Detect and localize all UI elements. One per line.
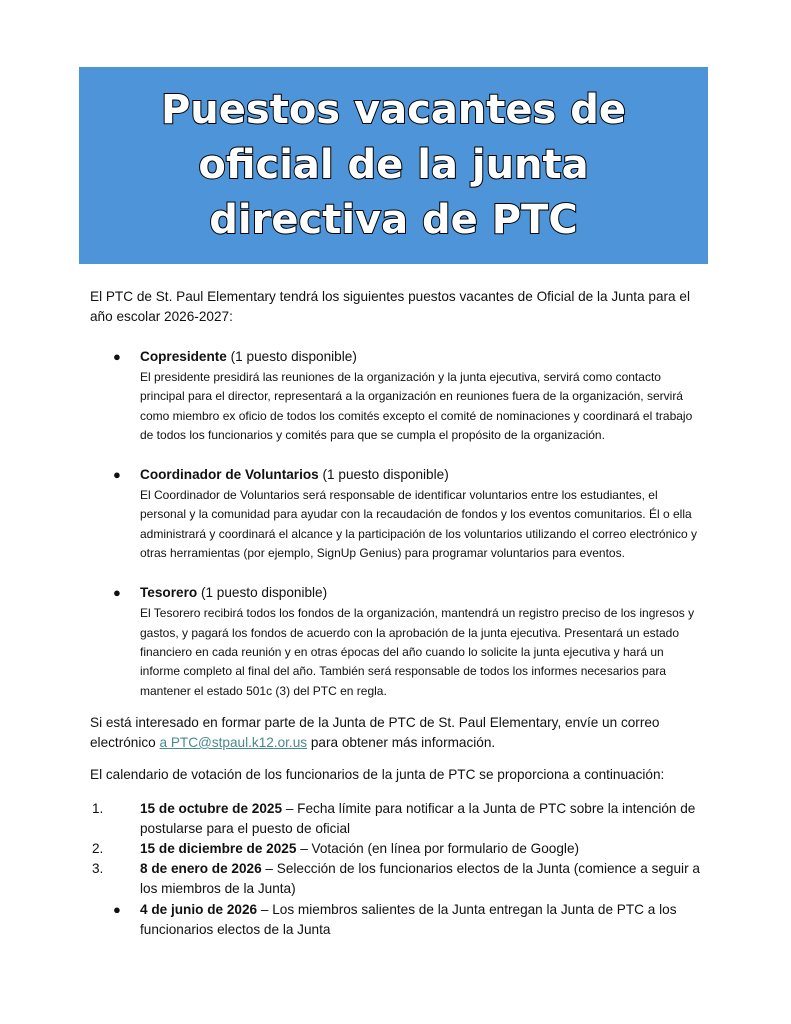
position-item-copresidente xyxy=(90,347,700,445)
calendar-item-number: 2. xyxy=(92,840,104,856)
email-link[interactable]: a PTC@stpaul.k12.or.us xyxy=(159,734,308,750)
calendar-item-text: – Selección de los funcionarios electos de la Junta (comience a seguir a los miembros de la Junta) xyxy=(140,860,700,896)
position-availability: (1 puesto disponible) xyxy=(197,585,328,601)
document-body xyxy=(90,287,700,940)
calendar-item-date: 15 de diciembre de 2025 xyxy=(140,840,297,856)
positions-list xyxy=(90,347,700,701)
calendar-sub-date: 4 de junio de 2026 xyxy=(140,901,258,917)
calendar-item-text: – Fecha límite para notificar a la Junta de PTC sobre la intención de postularse para el puesto de oficial xyxy=(140,800,696,836)
calendar-intro: El calendario de votación de los funcionarios de la junta de PTC se proporciona a continuación: xyxy=(90,766,665,782)
position-description: El presidente presidirá las reuniones de la organización y la junta ejecutiva, servirá como contacto principal para el director, representará a la organización en reuniones fuera de la organización, servirá como miembro ex oficio de todos los comités excepto el comité de nominaciones y coordinará el trabajo de todos los funcionarios y comités para que se cumpla el propósito de la organización. xyxy=(140,370,693,442)
position-item-coordinador xyxy=(90,465,700,563)
calendar-sub-text: – Los miembros salientes de la Junta entregan la Junta de PTC a los funcionarios electos de la Junta xyxy=(140,901,677,937)
contact-text-before: Si está interesado en formar parte de la Junta de PTC de St. Paul Elementary, envíe un correo electrónico xyxy=(90,714,660,750)
calendar-item-date: 8 de enero de 2026 xyxy=(140,860,262,876)
contact-text-after: para obtener más información. xyxy=(307,734,496,750)
position-description: El Coordinador de Voluntarios será responsable de identificar voluntarios entre los estudiantes, el personal y la comunidad para ayudar con la recaudación de fondos y los eventos comunitarios. Él o ella administrará y coordinará el alcance y la participación de los voluntarios utilizando el correo electrónico y otras herramientas (por ejemplo, SignUp Genius) para programar voluntarios para eventos. xyxy=(140,488,697,561)
voting-calendar-list xyxy=(90,799,700,940)
title-line-3: directiva de PTC xyxy=(209,197,578,243)
position-title: Tesorero xyxy=(140,585,198,601)
calendar-item xyxy=(90,859,700,899)
position-availability: (1 puesto disponible) xyxy=(318,467,449,483)
bullet-icon: ● xyxy=(113,901,121,917)
position-title: Copresidente xyxy=(140,349,227,364)
bullet-icon: ● xyxy=(113,467,121,483)
position-description: El Tesorero recibirá todos los fondos de la organización, mantendrá un registro preciso de los ingresos y gastos, y pagará los fondos de acuerdo con la aprobación de la junta ejecutiva. Presentará un estado financiero en cada reunión y en otras épocas del año cuando lo solicite la junta ejecutiva y hará un informe completo al final del año. También será responsable de todos los informes necesarios para mantener el estado 501c (3) del PTC en regla. xyxy=(140,606,695,698)
bullet-icon: ● xyxy=(113,349,121,364)
calendar-item-number: 3. xyxy=(92,860,104,876)
position-item-tesorero xyxy=(90,583,700,700)
calendar-item-text: – Votación (en línea por formulario de Google) xyxy=(296,840,580,856)
bullet-icon: ● xyxy=(113,585,121,601)
intro-paragraph: El PTC de St. Paul Elementary tendrá los siguientes puestos vacantes de Oficial de la Junta para el año escolar 2026-2027: xyxy=(90,289,690,324)
position-title: Coordinador de Voluntarios xyxy=(140,467,319,483)
calendar-item-number: 1. xyxy=(92,800,104,816)
calendar-item xyxy=(90,799,700,839)
calendar-item-date: 15 de octubre de 2025 xyxy=(140,800,283,816)
calendar-item xyxy=(90,839,700,859)
contact-paragraph xyxy=(90,713,700,753)
position-availability: (1 puesto disponible) xyxy=(226,349,357,364)
calendar-sub-item xyxy=(90,900,700,940)
title-line-2: oficial de la junta xyxy=(198,142,589,188)
title-banner xyxy=(79,67,708,264)
title-line-1: Puestos vacantes de xyxy=(160,87,627,133)
